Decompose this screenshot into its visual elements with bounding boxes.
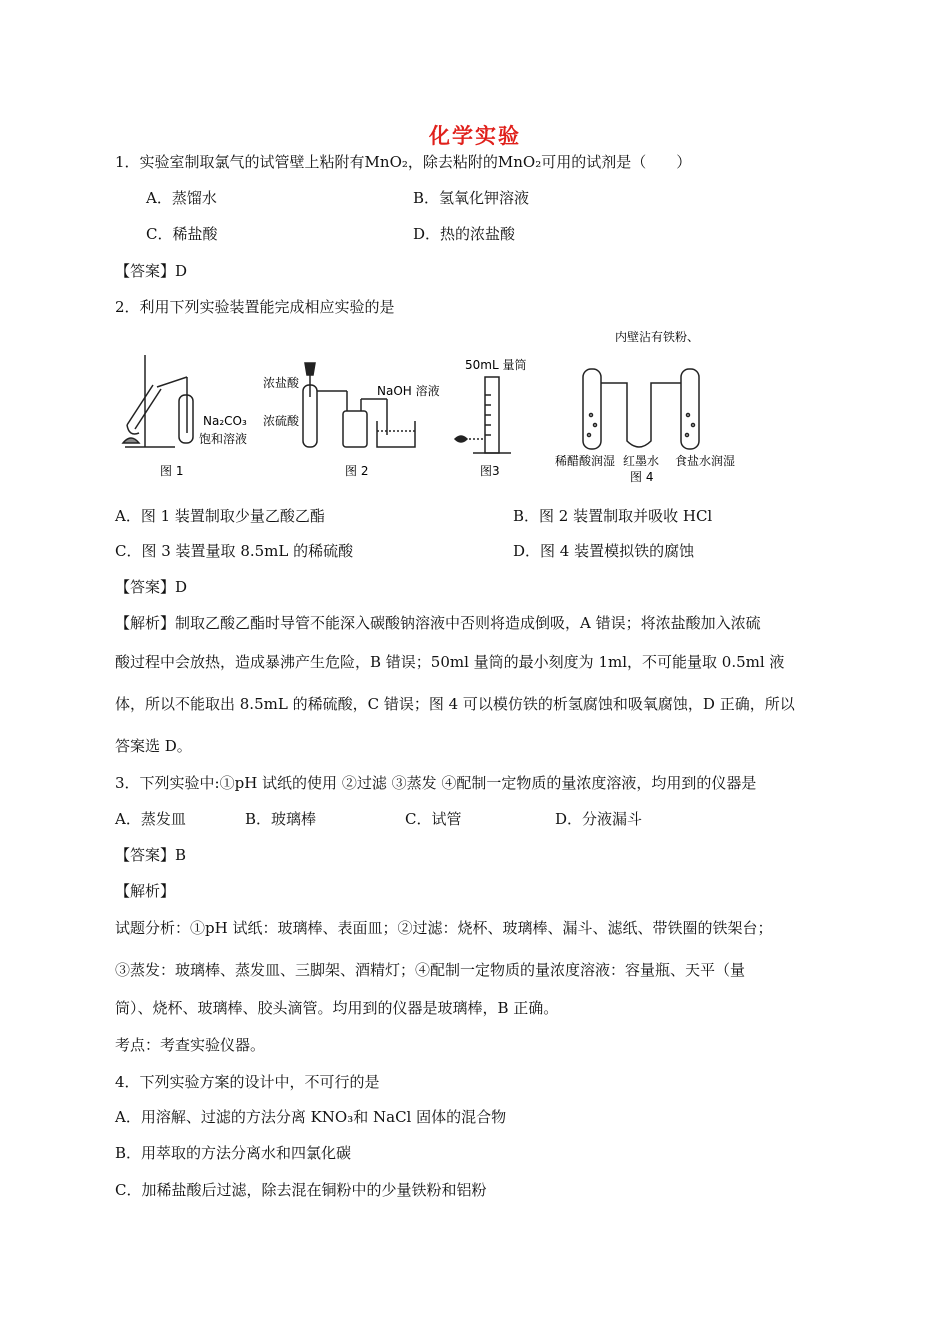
- q2-analysis-line-4: 答案选 D。: [115, 737, 192, 755]
- fig4-label: 图 4: [630, 470, 654, 484]
- q2-option-d: D．图 4 装置模拟铁的腐蚀: [513, 542, 695, 560]
- fig2-note2: 浓硫酸: [263, 414, 300, 428]
- q3-answer: 【答案】B: [115, 846, 187, 864]
- q2-analysis-line-1: 【解析】制取乙酸乙酯时导管不能深入碳酸钠溶液中否则将造成倒吸，A 错误；将浓盐酸加入浓硫: [115, 614, 761, 632]
- q4-option-c: C．加稀盐酸后过滤，除去混在铜粉中的少量铁粉和铝粉: [115, 1181, 487, 1199]
- q2-option-a: A．图 1 装置制取少量乙酸乙酯: [115, 507, 325, 525]
- fig4-note3: 红墨水: [623, 454, 660, 468]
- q2-apparatus-figure: [115, 325, 835, 485]
- q1-option-c: C．稀盐酸: [146, 225, 218, 243]
- q2-analysis-line-2: 酸过程中会放热，造成暴沸产生危险，B 错误；50ml 量筒的最小刻度为 1ml，不可能量取 0.5ml 液: [115, 653, 785, 671]
- fig1-note1: Na₂CO₃: [203, 414, 247, 428]
- q2-answer: 【答案】D: [115, 578, 188, 596]
- q4-stem: 4．下列实验方案的设计中，不可行的是: [115, 1073, 380, 1091]
- fig4-note2: 稀醋酸润湿: [555, 454, 616, 468]
- fig1-note2: 饱和溶液: [199, 432, 248, 446]
- q3-option-a: A．蒸发皿: [115, 810, 186, 828]
- q2-option-b: B．图 2 装置制取并吸收 HCl: [513, 507, 713, 525]
- fig2-note1: 浓盐酸: [263, 376, 300, 390]
- figure-2-apparatus: [303, 363, 415, 447]
- q3-analysis-head: 【解析】: [115, 882, 176, 900]
- fig2-label: 图 2: [345, 464, 369, 478]
- page-title: 化学实验: [429, 123, 521, 148]
- q2-analysis-line-3: 体，所以不能取出 8.5mL 的稀硫酸，C 错误；图 4 可以模仿铁的析氢腐蚀和吸氧腐蚀，D 正确，所以: [115, 695, 795, 713]
- q1-stem: 1．实验室制取氯气的试管壁上粘附有MnO₂，除去粘附的MnO₂可用的试剂是（ ）: [115, 153, 692, 171]
- q3-stem: 3．下列实验中:①pH 试纸的使用 ②过滤 ③蒸发 ④配制一定物质的量浓度溶液，均用到的仪器是: [115, 774, 757, 792]
- q3-analysis-line-1: 试题分析：①pH 试纸：玻璃棒、表面皿；②过滤：烧杯、玻璃棒、漏斗、滤纸、带铁圈的铁架台；: [115, 919, 773, 937]
- q3-kaodian: 考点：考查实验仪器。: [115, 1036, 266, 1054]
- q1-option-b: B．氢氧化钾溶液: [413, 189, 530, 207]
- q3-analysis-line-3: 筒）、烧杯、玻璃棒、胶头滴管。均用到的仪器是玻璃棒，B 正确。: [115, 999, 559, 1017]
- fig4-note4: 食盐水润湿: [675, 454, 736, 468]
- q1-answer: 【答案】D: [115, 262, 188, 280]
- fig1-label: 图 1: [160, 464, 184, 478]
- fig3-label: 图3: [480, 464, 500, 478]
- fig2-note3: NaOH 溶液: [377, 384, 440, 398]
- fig4-note1: 内壁沾有铁粉、: [615, 330, 700, 344]
- figure-4-apparatus: [583, 369, 699, 449]
- q3-option-d: D．分液漏斗: [555, 810, 643, 828]
- q1-option-a: A．蒸馏水: [146, 189, 217, 207]
- q3-option-b: B．玻璃棒: [245, 810, 317, 828]
- q4-option-b: B．用萃取的方法分离水和四氯化碳: [115, 1144, 352, 1162]
- q2-stem: 2．利用下列实验装置能完成相应实验的是: [115, 298, 395, 316]
- q3-option-c: C．试管: [405, 810, 462, 828]
- fig3-note: 50mL 量筒: [465, 358, 527, 372]
- figure-1-apparatus: [123, 355, 193, 447]
- q4-option-a: A．用溶解、过滤的方法分离 KNO₃和 NaCl 固体的混合物: [115, 1108, 507, 1126]
- figure-3-cylinder: [455, 377, 511, 453]
- q3-analysis-line-2: ③蒸发：玻璃棒、蒸发皿、三脚架、酒精灯；④配制一定物质的量浓度溶液：容量瓶、天平（量: [115, 961, 746, 979]
- q1-option-d: D．热的浓盐酸: [413, 225, 516, 243]
- q2-option-c: C．图 3 装置量取 8.5mL 的稀硫酸: [115, 542, 354, 560]
